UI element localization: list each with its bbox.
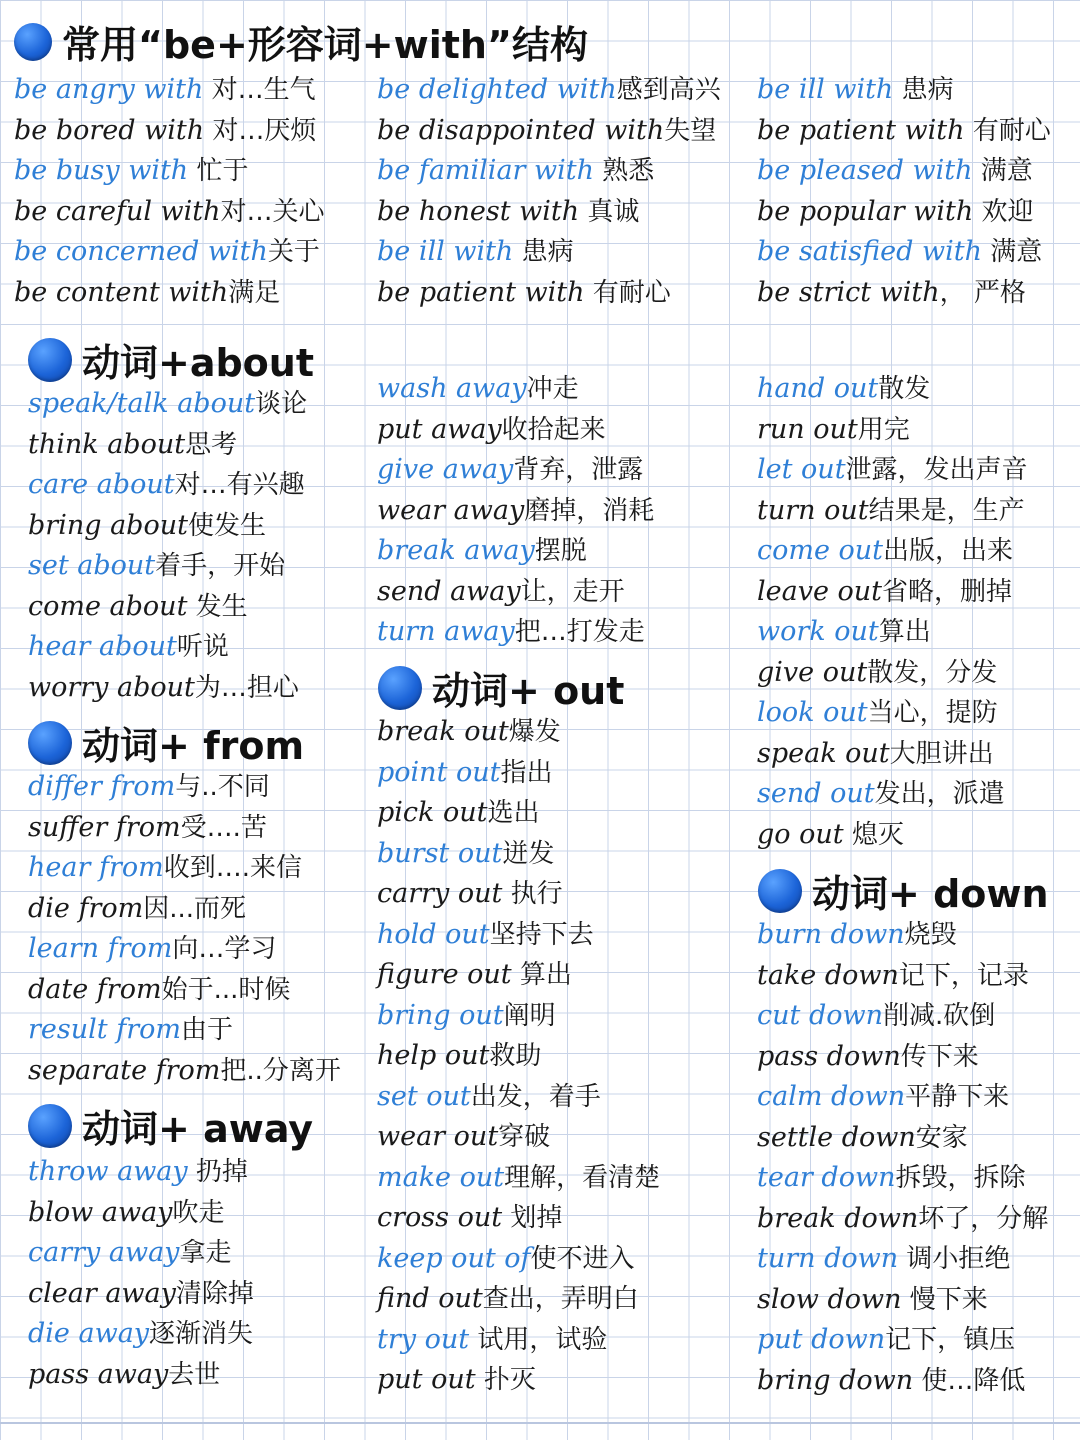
phrase-english: calm down <box>757 1081 906 1112</box>
heading-be-with <box>14 14 588 69</box>
phrase-english: hear about <box>28 631 177 662</box>
phrase-chinese: 由于 <box>180 1015 233 1045</box>
phrase-english: set out <box>377 1080 471 1112</box>
phrase-entry <box>28 590 248 624</box>
phrase-english: bring about <box>28 509 188 541</box>
phrase-entry <box>377 235 574 269</box>
phrase-chinese: 散发 <box>878 374 931 404</box>
heading-down <box>758 863 1049 918</box>
phrase-entry <box>28 1358 220 1392</box>
phrase-chinese: 受….苦 <box>180 812 267 843</box>
phrase-entry <box>757 114 1051 148</box>
phrase-chinese: 使不进入 <box>530 1243 635 1274</box>
phrase-english: be pleased with <box>757 155 973 186</box>
phrase-english: be popular with <box>757 195 974 227</box>
phrase-chinese: 安家 <box>915 1122 968 1153</box>
phrase-english: settle down <box>757 1121 916 1153</box>
phrase-english: make out <box>377 1161 505 1193</box>
phrase-english: learn from <box>28 933 173 964</box>
phrase-entry <box>28 1236 231 1270</box>
heading-about <box>28 332 314 387</box>
heading-from <box>28 715 304 770</box>
phrase-english: put out <box>377 1364 476 1395</box>
phrase-english: be careful with <box>14 195 221 227</box>
phrase-entry <box>757 656 997 690</box>
phrase-chinese: 着手，开始 <box>155 551 286 581</box>
phrase-english: wear out <box>377 1121 499 1152</box>
phrase-chinese: 算出 <box>511 960 572 990</box>
phrase-english: worry about <box>28 671 195 703</box>
phrase-chinese: 对…厌烦 <box>204 115 317 146</box>
phrase-english: wear away <box>377 494 525 526</box>
blue-dot-icon <box>28 721 72 765</box>
phrase-chinese: 有耐心 <box>964 115 1051 146</box>
phrase-entry <box>757 918 957 952</box>
phrase-entry <box>14 276 280 310</box>
phrase-entry <box>377 958 572 992</box>
heading-text: 动词+ away <box>82 1107 314 1151</box>
phrase-english: point out <box>377 756 501 788</box>
phrase-english: be honest with <box>377 195 580 227</box>
phrase-english: break out <box>377 716 509 747</box>
phrase-entry <box>377 1363 536 1397</box>
phrase-english: let out <box>757 454 846 485</box>
phrase-english: speak/talk about <box>28 388 256 419</box>
phrase-english: cross out <box>377 1202 503 1233</box>
phrase-chinese: 出版，出来 <box>883 536 1014 566</box>
phrase-english: be ill with <box>757 74 894 105</box>
phrase-english: wash away <box>377 373 527 404</box>
phrase-chinese: 指出 <box>500 757 553 788</box>
phrase-english: hand out <box>757 373 879 404</box>
phrase-english: bring down <box>757 1364 914 1396</box>
phrase-chinese: 扑灭 <box>475 1365 536 1395</box>
phrase-entry <box>377 918 594 952</box>
phrase-chinese: 坚持下去 <box>489 919 594 950</box>
phrase-chinese: 思考 <box>185 429 238 460</box>
phrase-entry <box>14 195 325 229</box>
phrase-english: slow down <box>757 1283 902 1315</box>
phrase-chinese: ， 严格 <box>939 277 1026 308</box>
phrase-chinese: 坏了，分解 <box>918 1203 1049 1234</box>
phrase-chinese: 削减.砍倒 <box>882 1001 996 1031</box>
phrase-chinese: 听说 <box>176 632 229 662</box>
phrase-entry <box>28 811 267 845</box>
phrase-english: give away <box>377 454 514 485</box>
phrase-english: die from <box>28 892 144 924</box>
phrase-english: set about <box>28 550 156 581</box>
phrase-entry <box>28 1277 254 1311</box>
phrase-entry <box>28 428 237 462</box>
phrase-entry <box>757 777 1005 811</box>
phrase-entry <box>757 737 994 771</box>
phrase-english: turn away <box>377 616 515 647</box>
phrase-entry <box>28 973 290 1007</box>
phrase-chinese: 省略，删掉 <box>882 576 1013 607</box>
phrase-chinese: 烧毁 <box>904 920 957 950</box>
phrase-entry <box>377 999 556 1033</box>
phrase-entry <box>757 1323 1015 1357</box>
phrase-chinese: 熄灭 <box>843 819 904 850</box>
phrase-chinese: 谈论 <box>255 389 308 419</box>
phrase-english: be busy with <box>14 155 189 186</box>
phrase-english: come out <box>757 535 884 566</box>
phrase-english: be satisfied with <box>757 236 982 267</box>
phrase-chinese: 调小拒绝 <box>898 1244 1011 1274</box>
phrase-entry <box>377 796 540 830</box>
phrase-chinese: 满足 <box>228 277 281 308</box>
phrase-chinese: 用完 <box>857 414 910 445</box>
phrase-chinese: 摆脱 <box>534 536 587 566</box>
phrase-entry <box>757 1121 968 1155</box>
phrase-chinese: 关于 <box>267 237 320 267</box>
phrase-entry <box>757 1242 1010 1276</box>
phrase-entry <box>377 534 587 568</box>
page-bottom-rule <box>0 1422 1080 1424</box>
phrase-english: be content with <box>14 276 229 308</box>
phrase-entry <box>377 756 553 790</box>
phrase-english: look out <box>757 697 868 728</box>
phrase-entry <box>757 818 904 852</box>
heading-text: 动词+ out <box>432 669 625 713</box>
phrase-english: put down <box>757 1324 886 1355</box>
phrase-entry <box>28 671 299 705</box>
phrase-chinese: 熟悉 <box>594 156 655 186</box>
phrase-entry <box>377 276 671 310</box>
phrase-english: be disappointed with <box>377 114 665 146</box>
phrase-english: bring out <box>377 999 504 1031</box>
phrase-chinese: 拆毁，拆除 <box>895 1163 1026 1193</box>
phrase-chinese: 救助 <box>489 1041 542 1071</box>
phrase-english: pick out <box>377 797 488 828</box>
phrase-entry <box>757 73 954 107</box>
phrase-chinese: 散发，分发 <box>867 657 998 688</box>
phrase-english: turn out <box>757 494 869 526</box>
phrase-chinese: 对…有兴趣 <box>174 470 305 500</box>
phrase-english: be concerned with <box>14 236 268 267</box>
phrase-entry <box>28 1155 248 1189</box>
heading-text: 动词+ from <box>82 724 305 768</box>
phrase-entry <box>377 715 561 749</box>
phrase-chinese: 试用，试验 <box>469 1324 608 1355</box>
phrase-entry <box>757 1364 1025 1398</box>
phrase-entry <box>377 837 554 871</box>
phrase-english: think about <box>28 428 186 460</box>
phrase-chinese: 背弃，泄露 <box>513 455 644 485</box>
phrase-entry <box>377 1242 635 1276</box>
phrase-english: burn down <box>757 919 905 950</box>
phrase-entry <box>377 1080 601 1114</box>
phrase-english: find out <box>377 1283 483 1314</box>
phrase-entry <box>28 851 302 885</box>
phrase-entry <box>28 630 229 664</box>
phrase-entry <box>28 387 307 421</box>
phrase-chinese: 发生 <box>187 591 248 622</box>
phrase-chinese: 阐明 <box>503 1000 556 1031</box>
phrase-entry <box>757 1283 988 1317</box>
phrase-english: die away <box>28 1318 150 1349</box>
phrase-english: break down <box>757 1202 919 1234</box>
phrase-entry <box>757 615 931 649</box>
phrase-chinese: 与..不同 <box>175 772 270 802</box>
phrase-chinese: 对…关心 <box>220 196 325 227</box>
phrase-entry <box>757 276 1026 310</box>
phrase-chinese: 逐渐消失 <box>149 1319 254 1349</box>
phrase-chinese: 为…担心 <box>194 672 299 703</box>
phrase-entry <box>377 413 606 447</box>
phrase-english: break away <box>377 535 535 566</box>
phrase-entry <box>757 1161 1025 1195</box>
phrase-entry <box>377 195 639 229</box>
phrase-entry <box>757 372 930 406</box>
phrase-english: put away <box>377 413 502 445</box>
phrase-chinese: 爆发 <box>508 717 561 747</box>
phrase-english: separate from <box>28 1054 221 1086</box>
phrase-english: date from <box>28 973 162 1005</box>
phrase-chinese: 平静下来 <box>905 1082 1010 1112</box>
phrase-chinese: 对…生气 <box>203 75 316 105</box>
phrase-chinese: 拿走 <box>179 1238 232 1268</box>
phrase-chinese: 发出，派遣 <box>874 779 1005 809</box>
phrase-english: blow away <box>28 1196 173 1228</box>
phrase-english: carry away <box>28 1237 180 1268</box>
phrase-chinese: 患病 <box>893 75 954 105</box>
phrase-entry <box>757 195 1034 229</box>
heading-text: 动词+about <box>82 341 315 385</box>
phrase-english: hold out <box>377 918 490 950</box>
phrase-chinese: 让，走开 <box>520 576 625 607</box>
phrase-chinese: 算出 <box>878 617 931 647</box>
phrase-english: be ill with <box>377 236 514 267</box>
phrase-chinese: 理解，看清楚 <box>504 1162 661 1193</box>
phrase-chinese: 真诚 <box>579 196 640 227</box>
phrase-chinese: 查出，弄明白 <box>482 1284 639 1314</box>
phrase-english: care about <box>28 469 175 500</box>
phrase-chinese: 把..分离开 <box>220 1055 341 1086</box>
phrase-chinese: 把…打发走 <box>514 617 645 647</box>
phrase-entry <box>28 1054 341 1088</box>
phrase-entry <box>757 696 998 730</box>
phrase-english: pass down <box>757 1040 901 1072</box>
phrase-english: hear from <box>28 852 164 883</box>
phrase-entry <box>377 1120 550 1154</box>
phrase-english: tear down <box>757 1162 896 1193</box>
phrase-chinese: 记下，镇压 <box>885 1325 1016 1355</box>
phrase-chinese: 满意 <box>981 237 1043 267</box>
phrase-entry <box>14 235 320 269</box>
phrase-chinese: 结果是，生产 <box>868 495 1025 526</box>
phrase-entry <box>14 73 316 107</box>
phrase-english: clear away <box>28 1277 176 1309</box>
phrase-entry <box>377 372 579 406</box>
blue-dot-icon <box>378 666 422 710</box>
phrase-english: send away <box>377 575 521 607</box>
phrase-chinese: 记下，记录 <box>898 960 1029 991</box>
phrase-entry <box>757 235 1042 269</box>
phrase-entry <box>28 468 305 502</box>
phrase-entry <box>28 1317 253 1351</box>
blue-dot-icon <box>28 338 72 382</box>
phrase-entry <box>377 1282 639 1316</box>
phrase-english: differ from <box>28 771 176 802</box>
phrase-english: leave out <box>757 575 883 607</box>
phrase-chinese: 向…学习 <box>172 934 277 964</box>
phrase-chinese: 迸发 <box>502 838 555 869</box>
phrase-chinese: 执行 <box>502 879 563 909</box>
phrase-chinese: 泄露，发出声音 <box>845 455 1028 485</box>
heading-text: 常用“be+形容词+with”结构 <box>62 23 588 67</box>
phrase-chinese: 收拾起来 <box>501 414 606 445</box>
phrase-entry <box>28 892 246 926</box>
phrase-english: take down <box>757 959 899 991</box>
phrase-chinese: 因...而死 <box>143 893 247 924</box>
phrase-entry <box>757 534 1013 568</box>
phrase-entry <box>757 1202 1048 1236</box>
phrase-entry <box>377 114 716 148</box>
phrase-entry <box>377 1039 541 1073</box>
phrase-english: keep out of <box>377 1242 531 1274</box>
phrase-chinese: 吹走 <box>172 1197 225 1228</box>
phrase-entry <box>377 494 654 528</box>
phrase-english: work out <box>757 616 879 647</box>
phrase-entry <box>757 1040 979 1074</box>
phrase-english: be patient with <box>757 114 965 146</box>
phrase-entry <box>14 114 316 148</box>
phrase-entry <box>757 453 1028 487</box>
phrase-entry <box>28 932 276 966</box>
phrase-english: suffer from <box>28 811 181 843</box>
phrase-entry <box>757 999 995 1033</box>
phrase-chinese: 患病 <box>513 237 574 267</box>
phrase-entry <box>757 959 1029 993</box>
phrase-english: send out <box>757 778 875 809</box>
phrase-chinese: 磨掉，消耗 <box>524 495 655 526</box>
phrase-chinese: 满意 <box>972 156 1033 186</box>
phrase-english: be angry with <box>14 74 204 105</box>
phrase-chinese: 穿破 <box>498 1122 551 1152</box>
phrase-english: carry out <box>377 878 503 909</box>
heading-out <box>378 660 624 715</box>
phrase-chinese: 欢迎 <box>973 196 1034 227</box>
phrase-chinese: 失望 <box>664 115 717 146</box>
phrase-entry <box>28 1013 233 1047</box>
phrase-english: figure out <box>377 959 512 990</box>
phrase-entry <box>28 1196 224 1230</box>
phrase-entry <box>28 549 285 583</box>
phrase-english: speak out <box>757 737 890 769</box>
blue-dot-icon <box>14 23 52 61</box>
phrase-english: pass away <box>28 1358 169 1390</box>
phrase-chinese: 去世 <box>168 1359 221 1390</box>
phrase-chinese: 慢下来 <box>901 1284 988 1315</box>
phrase-english: throw away <box>28 1156 188 1187</box>
phrase-entry <box>377 1201 562 1235</box>
phrase-entry <box>377 1161 660 1195</box>
phrase-entry <box>757 575 1012 609</box>
phrase-english: burst out <box>377 837 503 869</box>
heading-away <box>28 1098 313 1153</box>
blue-dot-icon <box>28 1104 72 1148</box>
phrase-entry <box>28 509 266 543</box>
phrase-english: be bored with <box>14 114 205 146</box>
phrase-entry <box>757 494 1025 528</box>
phrase-entry <box>14 154 248 188</box>
phrase-english: be strict with <box>757 276 940 308</box>
phrase-entry <box>377 615 645 649</box>
phrase-entry <box>757 1080 1009 1114</box>
phrase-entry <box>377 1323 607 1357</box>
phrase-entry <box>377 73 721 107</box>
phrase-chinese: 忙于 <box>188 156 249 186</box>
phrase-entry <box>377 154 654 188</box>
phrase-english: come about <box>28 590 188 622</box>
phrase-chinese: 感到高兴 <box>616 75 721 105</box>
phrase-chinese: 始于...时候 <box>161 974 291 1005</box>
phrase-english: be delighted with <box>377 74 617 105</box>
phrase-english: result from <box>28 1014 181 1045</box>
phrase-english: cut down <box>757 1000 883 1031</box>
phrase-chinese: 使…降低 <box>913 1365 1026 1396</box>
phrase-chinese: 选出 <box>487 798 540 828</box>
phrase-english: be familiar with <box>377 155 595 186</box>
phrase-english: run out <box>757 413 858 445</box>
phrase-english: give out <box>757 656 868 688</box>
phrase-chinese: 使发生 <box>187 510 266 541</box>
phrase-entry <box>377 877 563 911</box>
phrase-english: be patient with <box>377 276 585 308</box>
phrase-chinese: 传下来 <box>900 1041 979 1072</box>
phrase-chinese: 收到….来信 <box>163 853 302 883</box>
phrase-english: help out <box>377 1040 490 1071</box>
phrase-chinese: 当心，提防 <box>867 698 998 728</box>
phrase-chinese: 划掉 <box>502 1203 563 1233</box>
phrase-chinese: 有耐心 <box>584 277 671 308</box>
phrase-entry <box>757 154 1033 188</box>
phrase-english: go out <box>757 818 844 850</box>
phrase-chinese: 大胆讲出 <box>889 738 994 769</box>
phrase-chinese: 出发，着手 <box>470 1081 601 1112</box>
phrase-entry <box>28 770 270 804</box>
phrase-entry <box>757 413 910 447</box>
phrase-english: try out <box>377 1323 470 1355</box>
blue-dot-icon <box>758 869 802 913</box>
phrase-entry <box>377 453 643 487</box>
heading-text: 动词+ down <box>812 872 1049 916</box>
phrase-english: turn down <box>757 1243 899 1274</box>
phrase-entry <box>377 575 625 609</box>
phrase-chinese: 清除掉 <box>175 1278 254 1309</box>
phrase-chinese: 冲走 <box>526 374 579 404</box>
phrase-chinese: 扔掉 <box>187 1157 248 1187</box>
